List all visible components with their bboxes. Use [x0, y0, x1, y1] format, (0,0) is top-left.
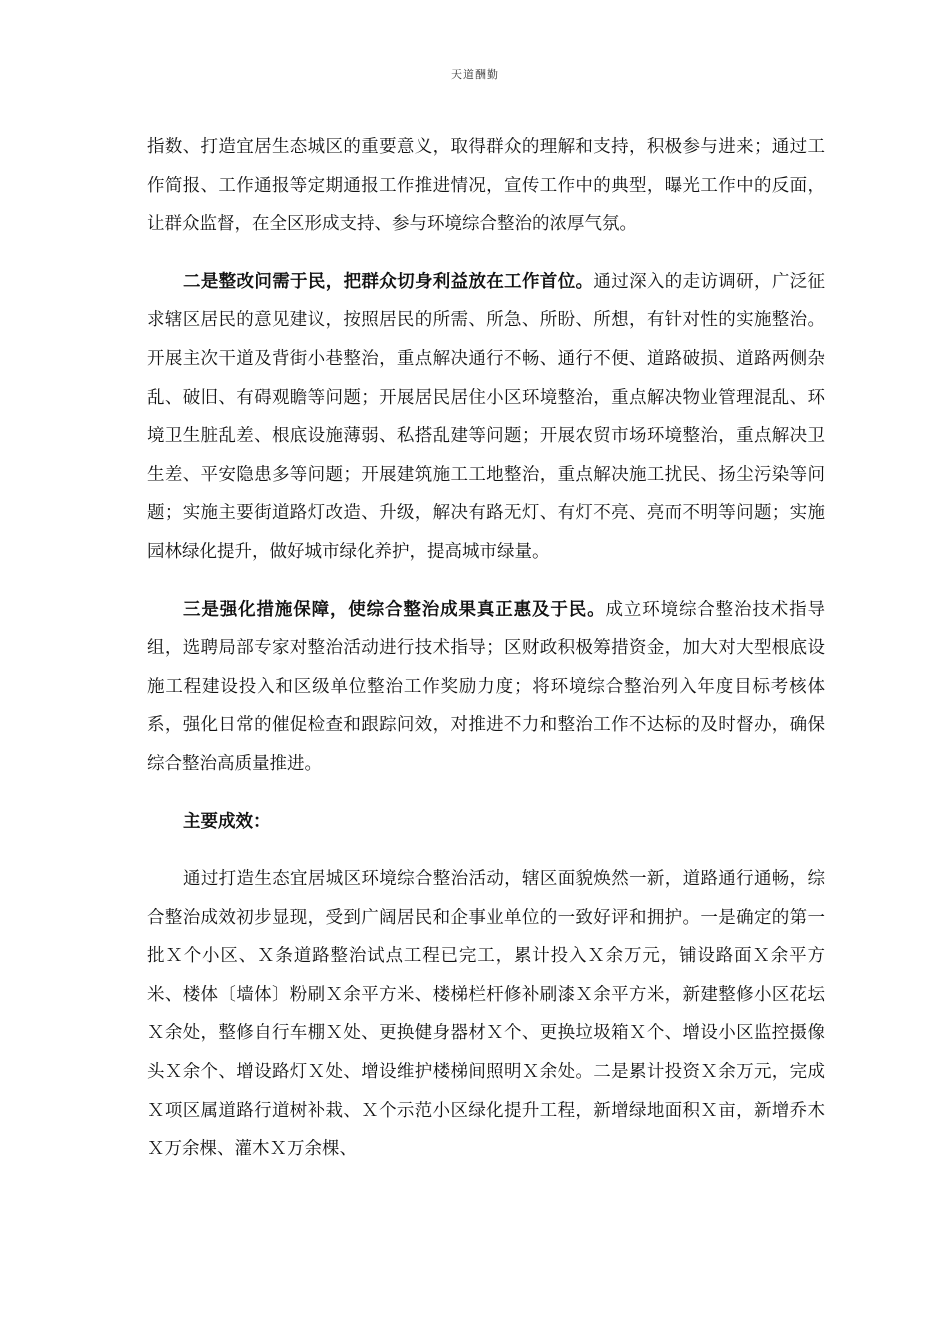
paragraph-publicity: 指数、打造宜居生态城区的重要意义，取得群众的理解和支持，积极参与进来；通过工作简报、工作通报等定期通报工作推进情况，宣传工作中的典型，曝光工作中的反面，让群众监督，在全区形成支持、参与环境综合整治的浓厚气氛。 — [147, 137, 825, 235]
paragraph-lead-three: 三是强化措施保障，使综合整治成果真正惠及于民。 — [183, 599, 606, 620]
page-header: 天道酬勤 — [451, 68, 499, 81]
document-body — [147, 128, 825, 1169]
paragraph-point-three — [147, 591, 825, 784]
section-heading-results: 主要成效： — [183, 811, 271, 832]
paragraph-body-two: 通过深入的走访调研，广泛征求辖区居民的意见建议，按照居民的所需、所急、所盼、所想，有针对性的实施整治。开展主次干道及背街小巷整治，重点解决通行不畅、通行不便、道路破损、道路两侧杂乱、破旧、有碍观瞻等问题；开展居民居住小区环境整治，重点解决物业管理混乱、环境卫生脏乱差、根底设施薄弱、私搭乱建等问题；开展农贸市场环境整治，重点解决卫生差、平安隐患多等问题；开展建筑施工工地整治，重点解决施工扰民、扬尘污染等问题；实施主要街道路灯改造、升级，解决有路无灯、有灯不亮、亮而不明等问题；实施园林绿化提升，做好城市绿化养护，提高城市绿量。 — [147, 271, 826, 562]
paragraph-body-three: 成立环境综合整治技术指导组，选聘局部专家对整治活动进行技术指导；区财政积极筹措资金，加大对大型根底设施工程建设投入和区级单位整治工作奖励力度；将环境综合整治列入年度目标考核体系，强化日常的催促检查和跟踪问效，对推进不力和整治工作不达标的及时督办，确保综合整治高质量推进。 — [147, 599, 826, 774]
paragraph-results: 通过打造生态宜居城区环境综合整治活动，辖区面貌焕然一新，道路通行通畅，综合整治成效初步显现，受到广阔居民和企事业单位的一致好评和拥护。一是确定的第一批Ｘ个小区、Ｘ条道路整治试点工程已完工，累计投入Ｘ余万元，铺设路面Ｘ余平方米、楼体〔墙体〕粉刷Ｘ余平方米、楼梯栏杆修补刷漆Ｘ余平方米，新建整修小区花坛Ｘ余处，整修自行车棚Ｘ处、更换健身器材Ｘ个、更换垃圾箱Ｘ个、增设小区监控摄像头Ｘ余个、增设路灯Ｘ处、增设维护楼梯间照明Ｘ余处。二是累计投资Ｘ余万元，完成Ｘ项区属道路行道树补栽、Ｘ个示范小区绿化提升工程，新增绿地面积Ｘ亩，新增乔木Ｘ万余棵、灌木Ｘ万余棵、 — [147, 869, 825, 1160]
paragraph-point-two — [147, 263, 825, 572]
paragraph-lead-two: 二是整改问需于民，把群众切身利益放在工作首位。 — [183, 271, 594, 292]
